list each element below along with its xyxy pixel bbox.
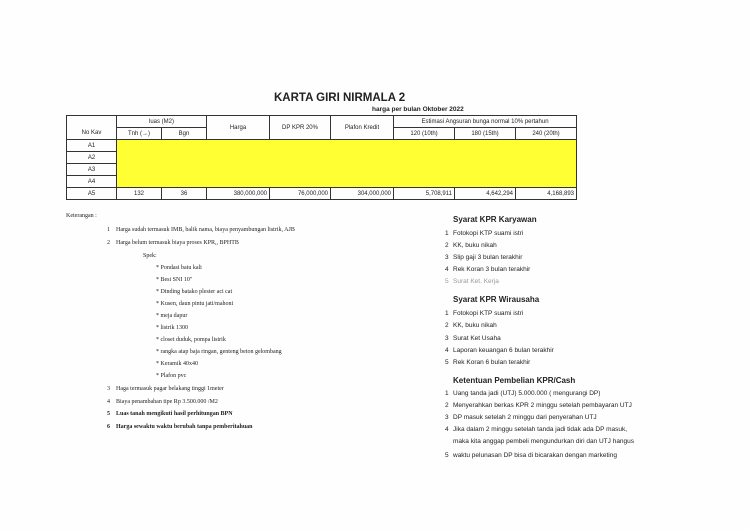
ketentuan-item-number: 2 [445,402,449,409]
note-number: 2 [107,240,110,246]
note-number: 4 [107,399,110,405]
cell-120: 5,708,911 [394,188,455,200]
ketentuan-item: waktu pelunasan DP bisa di bicarakan dengan marketing [453,452,617,459]
spek-item: * Kusen, daun pintu jati/mahoni [156,301,234,307]
note-number: 5 [107,411,110,417]
row-kav: A5 [67,188,117,200]
ketentuan-title: Ketentuan Pembelian KPR/Cash [453,376,576,385]
karyawan-item: Rek Koran 3 bulan terakhir [453,266,531,273]
karyawan-item: Fotokopi KTP suami istri [453,230,524,237]
spek-item: * meja dapur [156,313,188,319]
note-number: 6 [107,424,110,430]
header-bgn: Bgn [162,128,207,140]
note-text: Harga sewaktu waktu berubah tanpa pemberitahuan [116,424,253,430]
header-plafon: Plafon Kredit [331,116,394,140]
wirausaha-item: Laporan keuangan 6 bulan terakhir [453,347,554,354]
ketentuan-item-number: 4 [445,426,449,433]
table-row [67,152,577,164]
karyawan-item-number: 3 [445,254,449,261]
header-harga: Harga [207,116,270,140]
cell-dp: 76,000,000 [270,188,331,200]
wirausaha-item: Rek Koran 6 bulan terakhir [453,359,531,366]
wirausaha-item-number: 1 [445,310,449,317]
cell-bgn: 36 [162,188,207,200]
cell-plafon: 304,000,000 [331,188,394,200]
table-row [67,140,577,152]
spek-item: * Dinding batako plester aci cat [156,289,233,295]
notes-label: Keterangan : [66,213,97,219]
ketentuan-item: Menyerahkan berkas KPR 2 minggu setelah pembayaran UTJ [453,402,632,409]
document-title: KARTA GIRI NIRMALA 2 [274,92,406,104]
cell-180: 4,642,294 [455,188,516,200]
header-240: 240 (20th) [516,128,577,140]
header-estimasi: Estimasi Angsuran bunga normal 10% pertahun [394,116,577,128]
karyawan-item: Slip gaji 3 bulan terakhir [453,254,523,261]
note-text: Luas tanah mengikuti hasil perhitungan BPN [116,411,233,417]
karyawan-item-number: 4 [445,266,449,273]
cell-tnh: 132 [117,188,162,200]
karyawan-item-number: 2 [445,242,449,249]
karyawan-item-number: 5 [445,278,449,285]
wirausaha-item-number: 5 [445,359,449,366]
table-row [67,176,577,188]
note-text: Harga sudah termasuk IMB, balik nama, biaya penyambungan listrik, AJB [116,227,295,233]
header-dp: DP KPR 20% [270,116,331,140]
table-row [67,188,577,200]
header-180: 180 (15th) [455,128,516,140]
cell-harga: 380,000,000 [207,188,270,200]
ketentuan-item-number: 5 [445,452,449,459]
spek-item: * rangka atap baja ringan, genteng beton gelombang [156,349,282,355]
karyawan-item: Surat Ket. Kerja [453,278,499,285]
note-text: Haga termasuk pagar belakang tinggi 1meter [116,386,224,392]
price-table [66,115,577,200]
spek-item: * closet duduk, pompa listrik [156,337,226,343]
header-120: 120 (10th) [394,128,455,140]
note-text: Harga belum termasuk biaya proses KPR,, BPHTB [116,240,239,246]
header-tnh: Tnh (→) [117,128,162,140]
spek-item: * Besi SNI 10" [156,277,193,283]
wirausaha-item-number: 4 [445,347,449,354]
ketentuan-item-number: 3 [445,414,449,421]
table-row [67,164,577,176]
spek-item: * Plafon pvc [156,373,187,379]
karyawan-title: Syarat KPR Karyawan [453,215,537,224]
note-number: 1 [107,227,110,233]
header-nokav: No Kav [67,128,117,140]
note-text: Biaya penambahan tipe Rp 3.500.000 /M2 [116,399,218,405]
ketentuan-item: Jika dalam 2 minggu setelah tanda jadi tidak ada DP masuk, [453,426,628,433]
row-kav: A1 [67,140,117,152]
karyawan-item: KK, buku nikah [453,242,497,249]
document-subtitle: harga per bulan Oktober 2022 [372,106,464,113]
ketentuan-item: Uang tanda jadi (UTJ) 5.000.000 ( mengurangi DP) [453,390,601,397]
wirausaha-item-number: 3 [445,335,449,342]
ketentuan-item: maka kita anggap pembeli mengundurkan diri dan UTJ hangus [453,438,635,445]
wirausaha-item: Fotokopi KTP suami istri [453,310,524,317]
header-luas: luas (M2) [117,116,207,128]
wirausaha-item-number: 2 [445,322,449,329]
wirausaha-item: KK, buku nikah [453,322,497,329]
row-kav: A3 [67,164,117,176]
karyawan-item-number: 1 [445,230,449,237]
ketentuan-item-number: 1 [445,390,449,397]
row-kav: A4 [67,176,117,188]
cell-240: 4,168,893 [516,188,577,200]
wirausaha-item: Surat Ket Usaha [453,335,501,342]
ketentuan-item: DP masuk setelah 2 minggu dari penyerahan UTJ [453,414,597,421]
spek-label: Spek: [143,253,157,259]
spek-item: * Pondasi batu kali [156,265,202,271]
wirausaha-title: Syarat KPR Wirausaha [453,295,540,304]
row-kav: A2 [67,152,117,164]
spek-item: * listrik 1300 [156,325,189,331]
note-number: 3 [107,386,110,392]
spek-item: * Keramik 40x40 [156,361,198,367]
